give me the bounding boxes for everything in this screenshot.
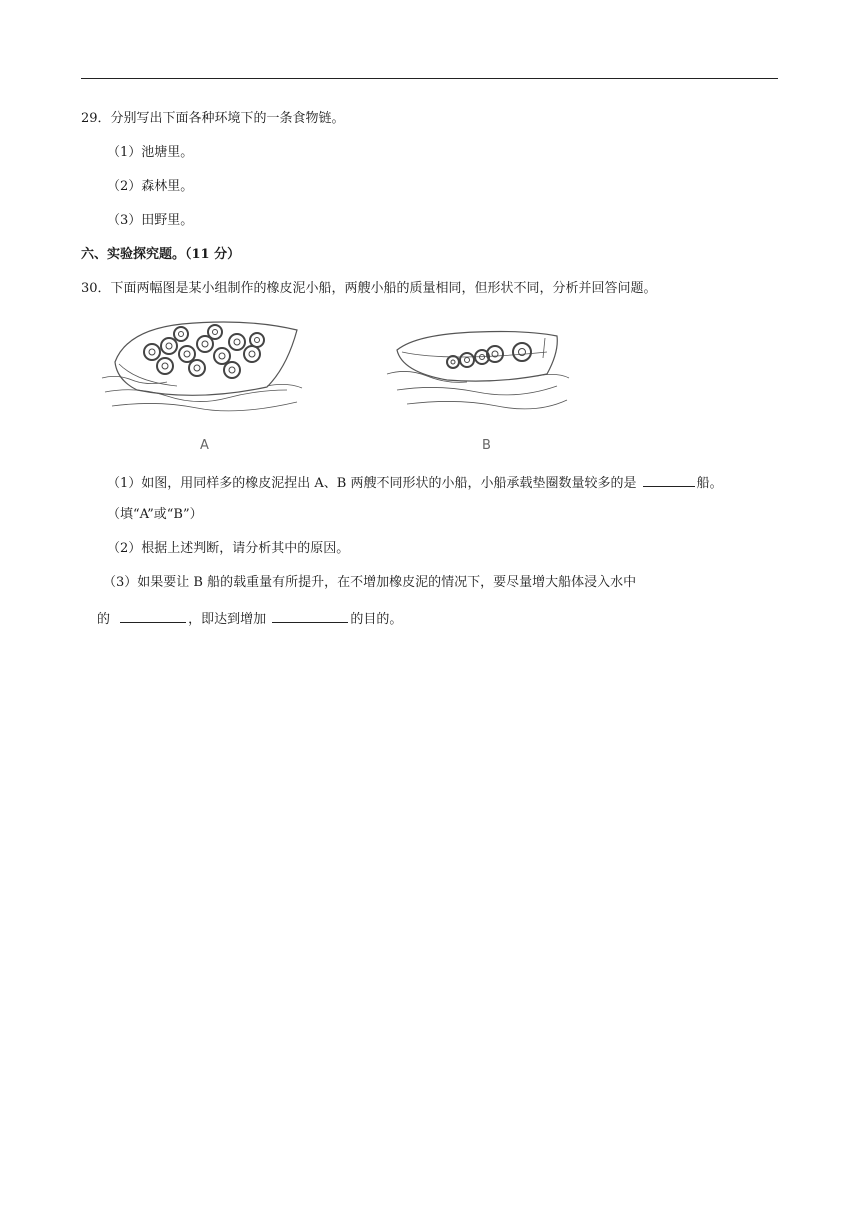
part-1-answer-blank[interactable] xyxy=(643,472,695,487)
header-rule xyxy=(81,78,778,79)
question-29-item-2: （2）森林里。 xyxy=(107,179,194,194)
figure-label-b: B xyxy=(482,438,491,453)
part-3-de: 的 xyxy=(97,612,111,627)
question-29-item-3: （3）田野里。 xyxy=(107,213,194,228)
question-29-item-1: （1）池塘里。 xyxy=(107,145,194,160)
question-30-stem: 30．下面两幅图是某小组制作的橡皮泥小船，两艘小船的质量相同，但形状不同，分析并回答问题。 xyxy=(81,281,657,296)
boat-b-drawing xyxy=(387,332,569,409)
question-30-part-3-line-2 xyxy=(97,608,402,629)
question-30-part-2: （2）根据上述判断，请分析其中的原因。 xyxy=(107,541,350,556)
part-1-text: （1）如图，用同样多的橡皮泥捏出 A、B 两艘不同形状的小船，小船承载垫圈数量较多的是 xyxy=(107,476,637,491)
boat-a-drawing xyxy=(102,322,302,411)
question-29-stem: 29．分别写出下面各种环境下的一条食物链。 xyxy=(81,111,345,126)
part-1-suffix: 船。 xyxy=(696,476,723,491)
question-30-part-1 xyxy=(107,472,723,493)
part-3-end: 的目的。 xyxy=(350,612,403,627)
clay-boats-illustration xyxy=(97,312,575,460)
clay-boats-figure xyxy=(97,312,575,460)
section-6-heading: 六、实验探究题。（11 分） xyxy=(81,247,241,262)
figure-label-a: A xyxy=(200,438,209,453)
question-30-part-1-hint: （填“A”或“B”） xyxy=(107,507,203,522)
question-30-part-3-line-1: （3）如果要让 B 船的载重量有所提升，在不增加橡皮泥的情况下，要尽量增大船体浸入水中 xyxy=(103,575,637,590)
part-3-mid: ，即达到增加 xyxy=(188,612,267,627)
part-3-answer-blank-2[interactable] xyxy=(272,608,348,623)
part-3-answer-blank-1[interactable] xyxy=(120,608,186,623)
